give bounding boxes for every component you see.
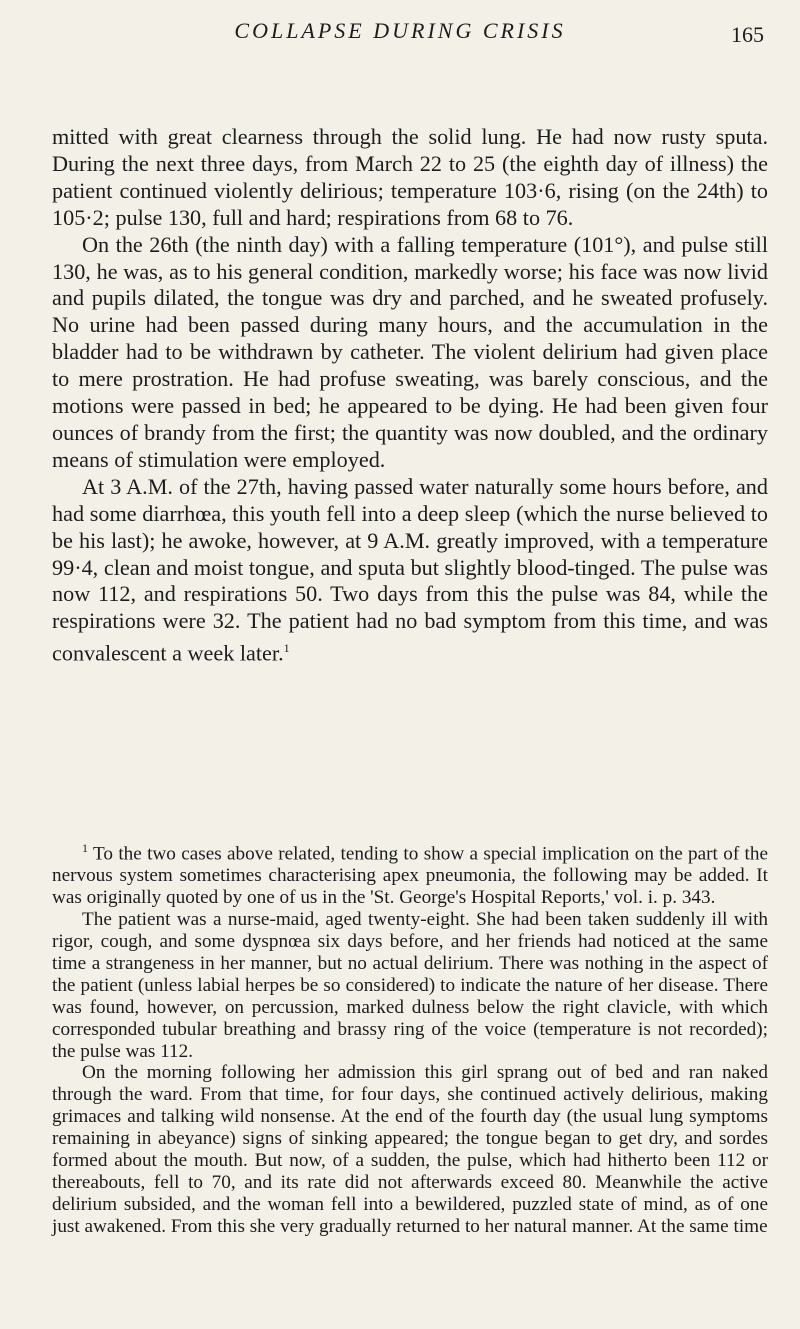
page-header: [0, 14, 800, 54]
footnote-paragraph: [52, 838, 768, 909]
footnote-paragraph: On the morning following her admission this girl sprang out of bed and ran naked through the ward. From that time, for four days, she continued actively delirious, making grimaces and talking wild nonsense. At the end of the fourth day (the usual lung symptoms remaining in abeyance) signs of sinking appeared; the tongue began to get dry, and sordes formed about the mouth. But now, of a sudden, the pulse, which had hitherto been 112 or thereabouts, fell to 70, and its rate did not afterwards exceed 80. Meanwhile the active delirium subsided, and the woman fell into a bewildered, puzzled state of mind, as of one just awakened. From this she very gradually returned to her natural manner. At the same time: [52, 1062, 768, 1237]
body-paragraph: On the 26th (the ninth day) with a falling temperature (101°), and pulse still 130, he was, as to his general condition, markedly worse; his face was now livid and pupils dilated, the tongue was dry and parched, and he sweated profusely. No urine had been passed during many hours, and the accumulation in the bladder had to be withdrawn by catheter. The violent delirium had given place to mere prostration. He had profuse sweating, was barely conscious, and the motions were passed in bed; he appeared to be dying. He had been given four ounces of brandy from the first; the quantity was now doubled, and the ordinary means of stimulation were employed.: [52, 231, 768, 472]
body-paragraph: [52, 474, 768, 668]
page-number: 165: [731, 22, 764, 47]
body-paragraph-text: At 3 A.M. of the 27th, having passed water naturally some hours before, and had some diarrhœa, this youth fell into a deep sleep (which the nurse believed to be his last); he awoke, however, at 9 A.M. greatly improved, with a temperature 99·4, clean and moist tongue, and sputa but slightly blood-tinged. The pulse was now 112, and respirations 50. Two days from this the pulse was 84, while the respirations were 32. The patient had no bad symptom from this time, and was convalescent a week later.: [52, 473, 768, 666]
body-text: [52, 124, 768, 668]
footnote-text: To the two cases above related, tending to show a special implication on the part of the nervous system sometimes characterising apex pneumonia, the following may be added. It was originally quoted by one of us in the 'St. George's Hospital Reports,' vol. i. p. 343.: [52, 843, 768, 909]
footnote-reference: 1: [283, 641, 290, 656]
footnotes: [52, 838, 768, 1238]
footnote-marker: 1: [82, 841, 88, 855]
footnote-paragraph: The patient was a nurse-maid, aged twenty-eight. She had been taken suddenly ill with rigor, cough, and some dyspnœa six days before, and her friends had noticed at the same time a strangeness in her manner, but no actual delirium. There was nothing in the aspect of the patient (unless labial herpes be so considered) to indicate the nature of her disease. There was found, however, on percussion, marked dulness below the right clavicle, with which corresponded tubular breathing and brassy ring of the voice (temperature is not recorded); the pulse was 112.: [52, 909, 768, 1062]
body-paragraph: mitted with great clearness through the solid lung. He had now rusty sputa. During the next three days, from March 22 to 25 (the eighth day of illness) the patient continued violently delirious; temperature 103·6, rising (on the 24th) to 105·2; pulse 130, full and hard; respirations from 68 to 76.: [52, 124, 768, 230]
running-head: COLLAPSE DURING CRISIS: [234, 18, 566, 43]
